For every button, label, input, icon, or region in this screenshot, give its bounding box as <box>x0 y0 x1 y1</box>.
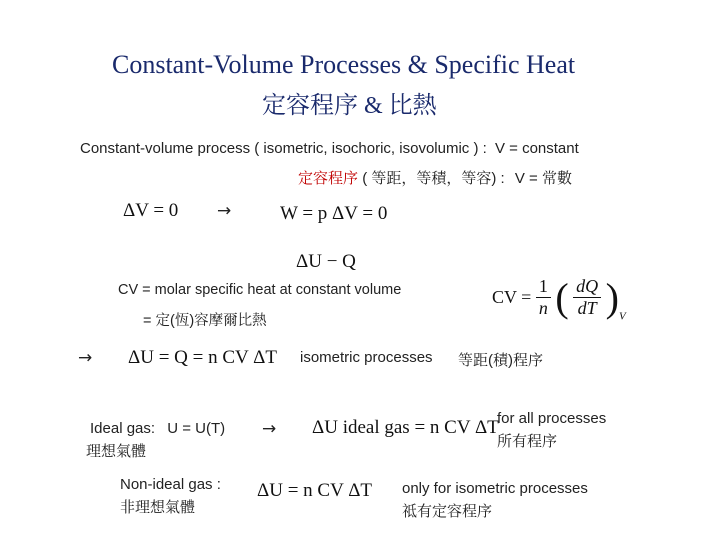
nonideal-gas-note: only for isometric processes <box>402 480 588 497</box>
cv-formula-paren: ( <box>555 274 569 320</box>
eq-delta-v-zero: ΔV = 0 <box>123 200 179 221</box>
nonideal-gas-label-zh: 非理想氣體 <box>120 499 196 516</box>
definition-en-value: V = constant <box>494 140 579 157</box>
definition-zh <box>298 167 572 188</box>
ideal-gas-relation: U = U(T) <box>167 420 226 437</box>
cv-formula-sub-v: V <box>619 310 626 323</box>
cv-formula-dq: dQ <box>573 276 601 298</box>
arrow-right-icon: → <box>217 201 232 221</box>
definition-zh-term: 定容程序 <box>298 170 359 187</box>
cv-formula-n: n <box>538 298 548 318</box>
cv-formula-paren-close: ) <box>605 274 619 320</box>
eq-delta-u-q: ΔU − Q <box>296 251 356 272</box>
isometric-label-zh: 等距(積)程序 <box>458 352 543 369</box>
cv-formula <box>492 276 626 323</box>
nonideal-gas-label: Non-ideal gas : <box>120 476 221 493</box>
eq-nonideal-gas: ΔU = n CV ΔT <box>257 480 373 501</box>
cv-formula-lhs: CV = <box>492 287 532 307</box>
page-subtitle: 定容程序 & 比熱 <box>262 93 437 119</box>
definition-zh-value: V = 常數 <box>514 170 572 187</box>
ideal-gas-label-zh: 理想氣體 <box>86 443 147 460</box>
ideal-gas-label-en: Ideal gas: <box>90 420 156 437</box>
eq-ideal-gas: ΔU ideal gas = n CV ΔT <box>312 417 499 438</box>
definition-en-label: Constant-volume process ( isometric, isochoric, isovolumic ) : <box>80 140 487 157</box>
eq-isometric: ΔU = Q = n CV ΔT <box>128 347 277 368</box>
eq-work-zero: W = p ΔV = 0 <box>280 203 388 224</box>
nonideal-gas-note-zh: 祗有定容程序 <box>402 503 493 520</box>
arrow-right-icon: → <box>78 348 93 368</box>
isometric-label: isometric processes <box>300 349 433 366</box>
cv-formula-fraction-1 <box>536 276 551 319</box>
cv-definition-zh: = 定(恆)容摩爾比熱 <box>143 313 267 329</box>
cv-formula-dt: dT <box>577 298 597 318</box>
page-title: Constant-Volume Processes & Specific Heat <box>112 50 576 79</box>
ideal-gas-label <box>90 420 225 437</box>
definition-zh-synonyms: ( 等距，等積，等容) : <box>362 170 505 187</box>
arrow-right-icon: → <box>262 419 277 439</box>
ideal-gas-note: for all processes <box>497 410 607 427</box>
definition-en <box>80 140 579 157</box>
cv-formula-fraction-2 <box>573 276 601 319</box>
ideal-gas-note-zh: 所有程序 <box>497 433 558 450</box>
cv-definition: CV = molar specific heat at constant volume <box>118 282 402 298</box>
cv-formula-one: 1 <box>536 276 551 298</box>
